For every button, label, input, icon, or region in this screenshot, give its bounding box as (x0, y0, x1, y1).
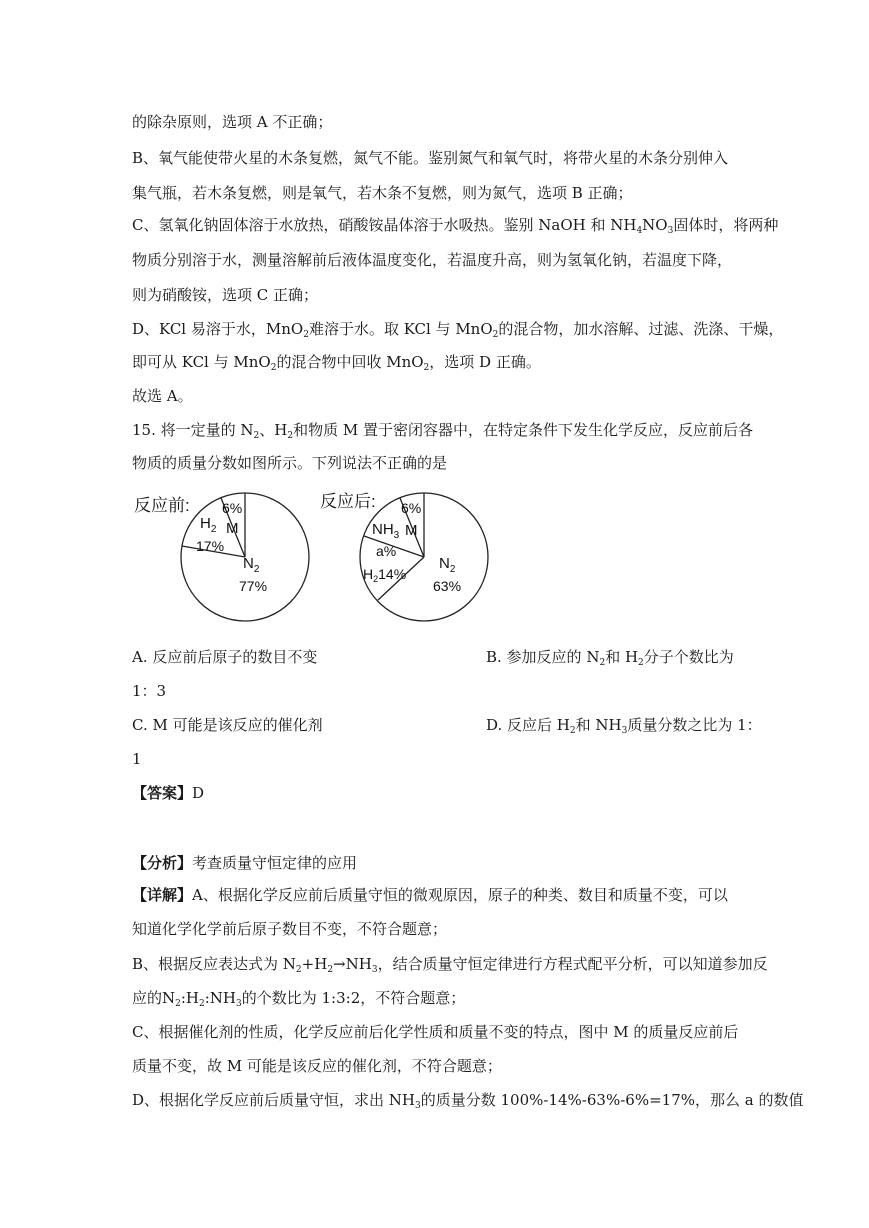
answer-line: 【答案】D (132, 784, 205, 802)
before-n2-label: $N_2$ (243, 555, 260, 575)
question-stem: 15. 将一定量的 $N_2$、$H_2$和物质 M 置于密闭容器中，在特定条件下发生化学反应，反应前后各 (132, 421, 753, 441)
after-nh3-label: $NH_3$ (372, 521, 400, 541)
after-n2-pct: 63% (433, 578, 462, 594)
analysis-line: 【分析】考查质量守恒定律的应用 (132, 854, 358, 872)
option-b: B. 参加反应的 $N_2$和 $H_2$分子个数比为 (486, 648, 734, 668)
after-nh3-pct: a% (376, 543, 397, 559)
detail-line: C、根据催化剂的性质，化学反应前后化学性质和质量不变的特点，图中 M 的质量反应前后 (132, 1023, 739, 1041)
after-title: 反应后: (320, 492, 376, 511)
detail-line: 【详解】A、根据化学反应前后质量守恒的微观原因，原子的种类、数目和质量不变，可以 (132, 886, 728, 904)
after-m-label: M (405, 522, 418, 539)
option-d-continuation: 1 (132, 750, 142, 768)
after-pie (360, 493, 488, 621)
after-n2-label: $N_2$ (439, 555, 456, 575)
text-line: 则为硝酸铵，选项 C 正确； (132, 286, 319, 304)
text-line: 即可从 KCl 与 MnO$_2$的混合物中回收 MnO$_2$，选项 D 正确。 (132, 353, 541, 373)
before-title: 反应前: (134, 496, 190, 515)
option-a: A. 反应前后原子的数目不变 (132, 648, 318, 666)
text-line: 故选 A。 (132, 387, 193, 405)
after-h2-label: $H_214\%$ (363, 566, 407, 584)
before-h2-pct: 17% (196, 538, 225, 554)
text-line: D、KCl 易溶于水，MnO$_2$难溶于水。取 KCl 与 MnO$_2$的混合物，加水溶解、过滤、洗涤、干燥， (132, 320, 784, 340)
detail-line: 应的$N_2:H_2:NH_3$的个数比为 1:3:2，不符合题意； (132, 989, 466, 1009)
before-pie (181, 493, 309, 621)
before-n2-pct: 77% (239, 578, 268, 594)
before-h2-label: $H_2$ (200, 515, 217, 535)
text-line: 集气瓶，若木条复燃，则是氧气，若木条不复燃，则为氮气，选项 B 正确； (132, 184, 633, 202)
reaction-pie-figure (120, 482, 500, 632)
after-m-pct: 6% (401, 500, 422, 516)
text-line: B、氧气能使带火星的木条复燃，氮气不能。鉴别氮气和氧气时，将带火星的木条分别伸入 (132, 149, 729, 167)
before-m-pct: 6% (222, 500, 243, 516)
text-line: C、氢氧化钠固体溶于水放热，硝酸铵晶体溶于水吸热。鉴别 NaOH 和 $NH_4NO_3$固体时，将两种 (132, 216, 779, 236)
before-m-label: M (226, 520, 239, 537)
option-b-continuation: 1：3 (132, 682, 167, 700)
text-line: 的除杂原则，选项 A 不正确； (132, 113, 333, 131)
text-line: 物质分别溶于水，测量溶解前后液体温度变化，若温度升高，则为氢氧化钠，若温度下降， (132, 251, 733, 269)
option-d: D. 反应后 $H_2$和 $NH_3$质量分数之比为 1： (486, 716, 762, 736)
option-c: C. M 可能是该反应的催化剂 (132, 716, 323, 734)
detail-line: 质量不变，故 M 可能是该反应的催化剂，不符合题意； (132, 1057, 502, 1075)
detail-line: B、根据反应表达式为 $N_2+H_2\to NH_3$，结合质量守恒定律进行方程式配平分析，可以知道参加反 (132, 955, 768, 975)
detail-line: D、根据化学反应前后质量守恒，求出 $NH_3$的质量分数 100%-14%-63%-6%=17%，那么 a 的数值 (132, 1091, 804, 1111)
detail-line: 知道化学化学前后原子数目不变，不符合题意； (132, 920, 448, 938)
question-stem: 物质的质量分数如图所示。下列说法不正确的是 (132, 454, 448, 472)
